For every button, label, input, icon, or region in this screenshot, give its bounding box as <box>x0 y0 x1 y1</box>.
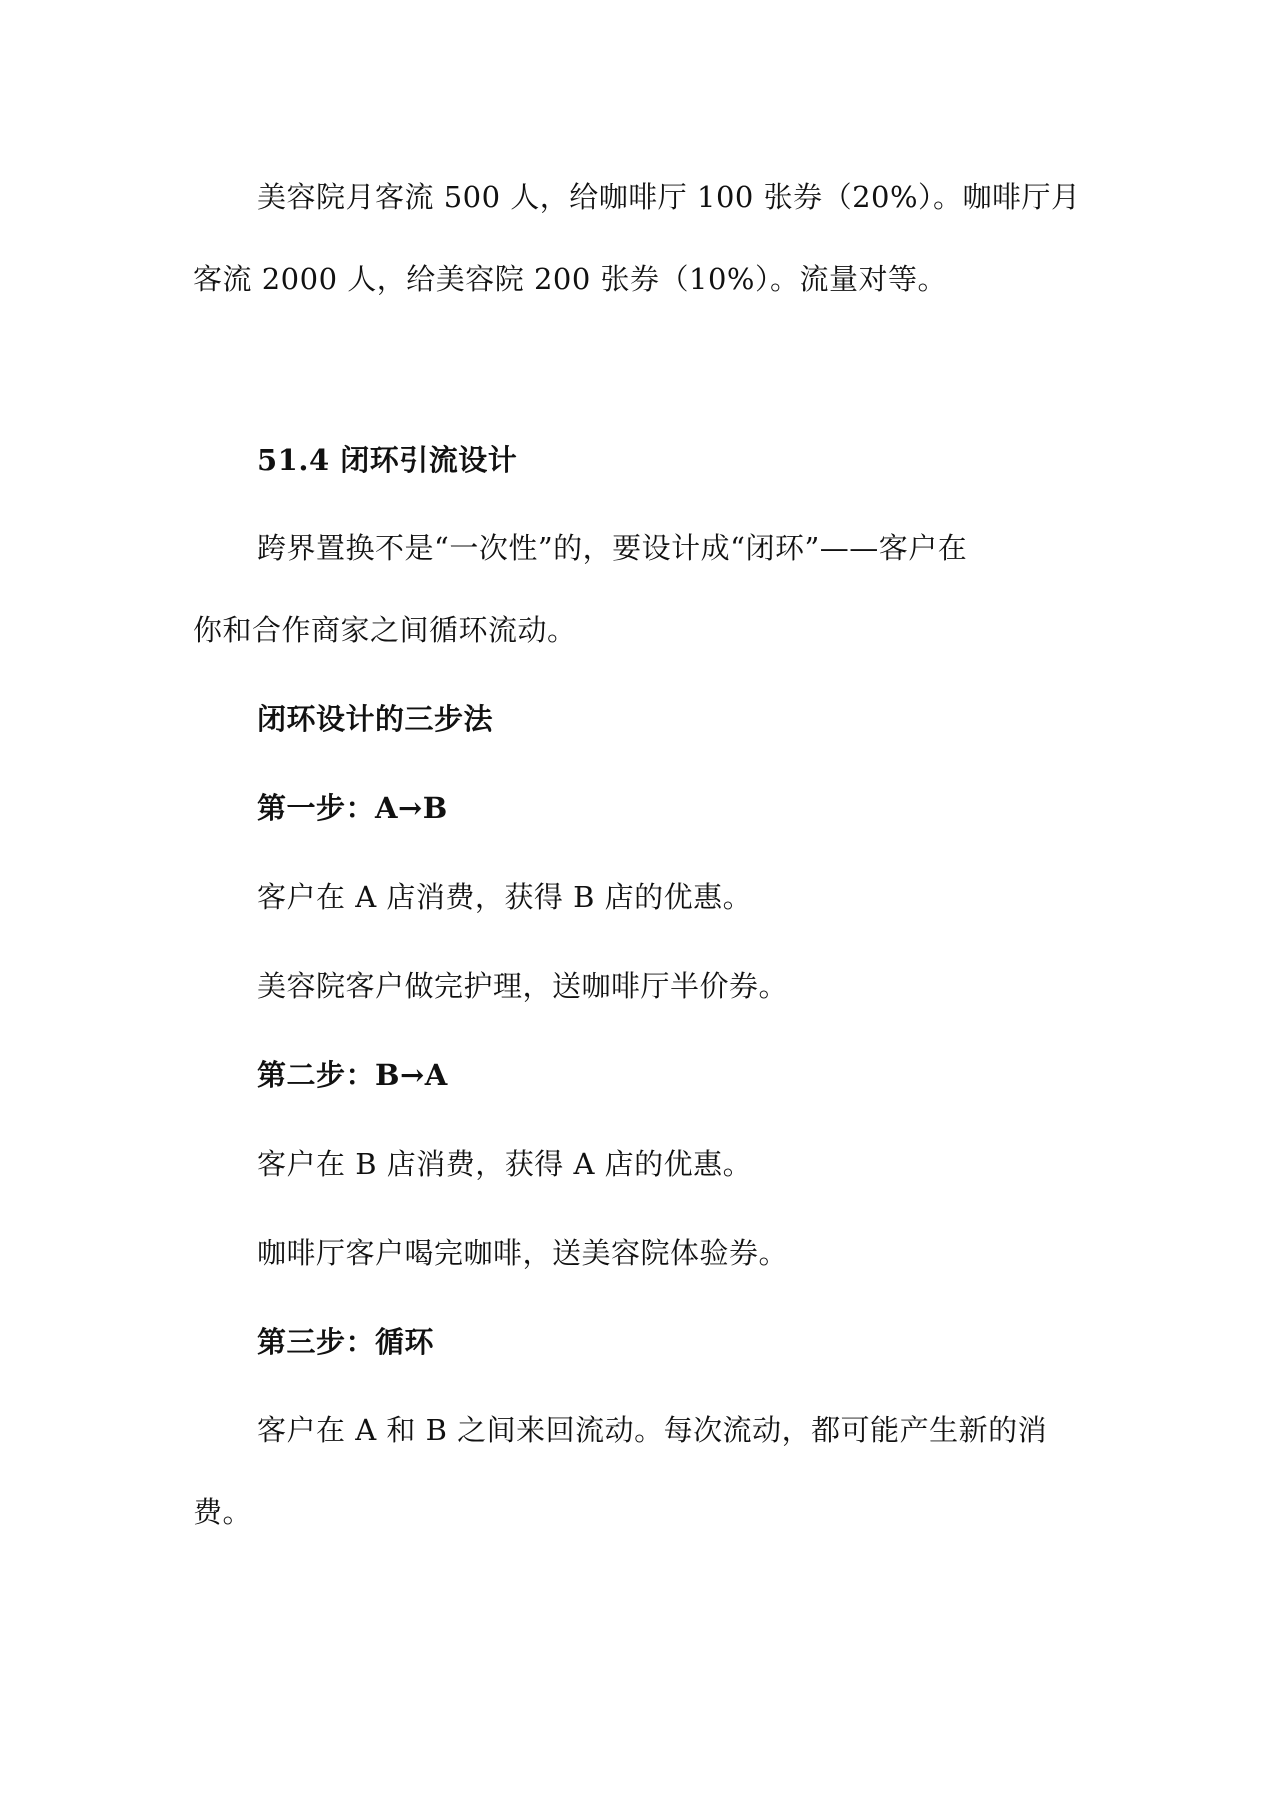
section-heading: 51.4 闭环引流设计 <box>257 443 518 477</box>
intro-paragraph-line-2: 你和合作商家之间循环流动。 <box>193 613 577 647</box>
step3-paragraph-line-1: 客户在 A 和 B 之间来回流动。每次流动，都可能产生新的消 <box>257 1413 1048 1447</box>
step3-paragraph-line-2: 费。 <box>193 1495 253 1529</box>
step2-text-1: 客户在 B 店消费，获得 A 店的优惠。 <box>257 1147 753 1181</box>
intro-paragraph-line-1: 跨界置换不是“一次性”的，要设计成“闭环”——客户在 <box>257 531 968 565</box>
step1-text-1: 客户在 A 店消费，获得 B 店的优惠。 <box>257 880 753 914</box>
step1-text-2: 美容院客户做完护理，送咖啡厅半价券。 <box>257 969 789 1003</box>
method-heading: 闭环设计的三步法 <box>257 702 494 736</box>
traffic-paragraph-line-1: 美容院月客流 500 人，给咖啡厅 100 张券（20%）。咖啡厅月 <box>257 180 1081 214</box>
step2-heading: 第二步：B→A <box>257 1058 448 1092</box>
step3-heading: 第三步：循环 <box>257 1325 435 1359</box>
step1-heading: 第一步：A→B <box>257 791 448 825</box>
step2-text-2: 咖啡厅客户喝完咖啡，送美容院体验券。 <box>257 1236 789 1270</box>
traffic-paragraph-line-2: 客流 2000 人，给美容院 200 张券（10%）。流量对等。 <box>193 262 947 296</box>
